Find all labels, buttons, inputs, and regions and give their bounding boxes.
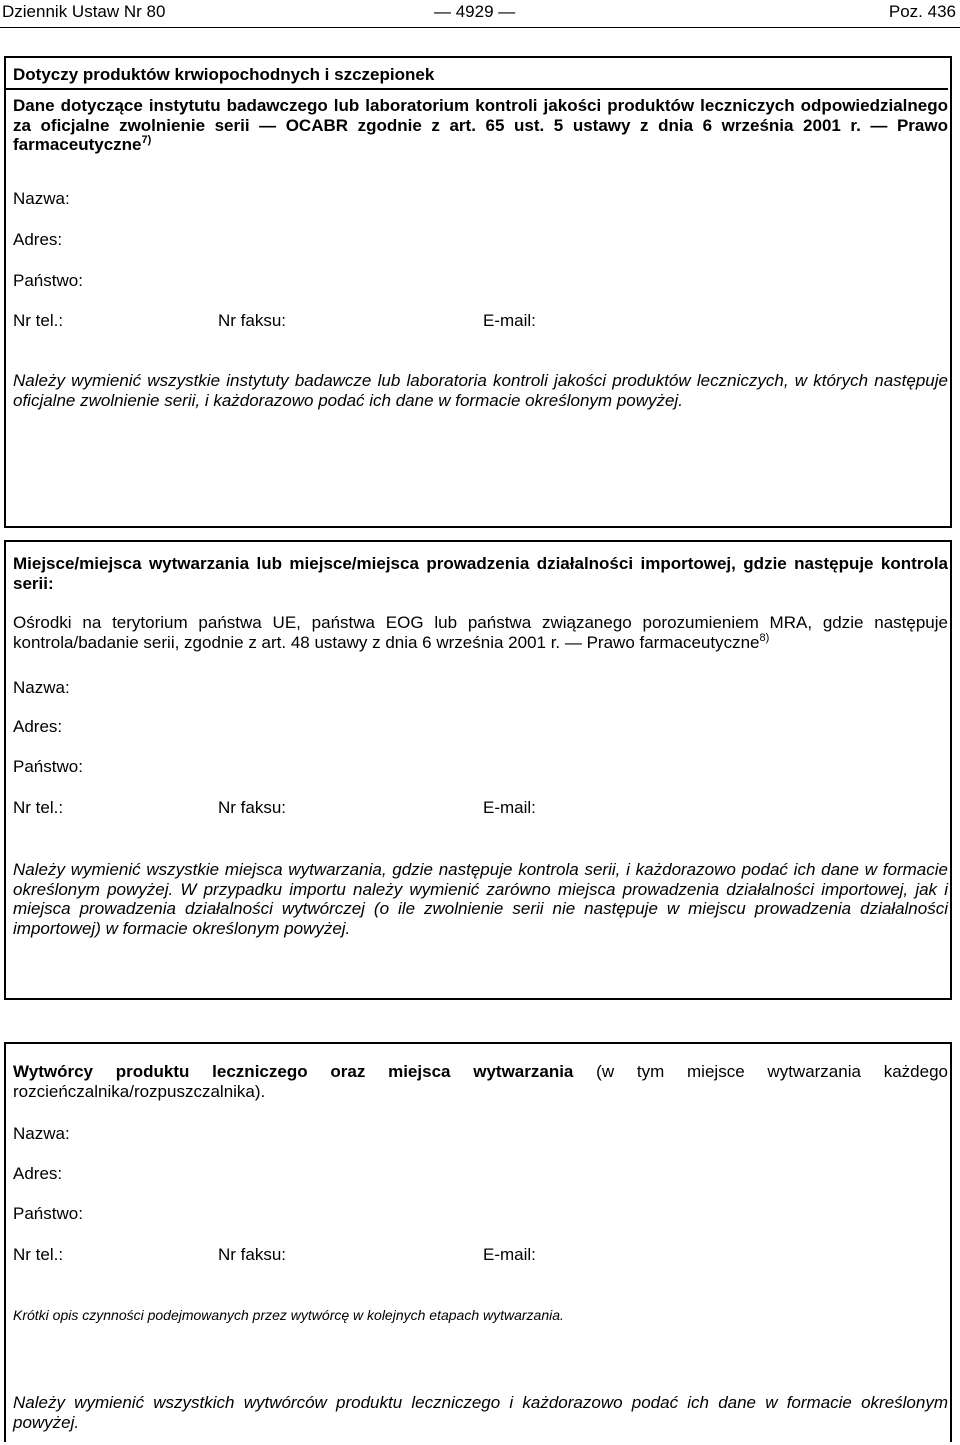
instruction-note: Należy wymienić wszystkie instytuty badawcze lub laboratoria kontroli jakości produktów leczniczych, w których następuje oficjalne zwolnienie serii, i każdorazowo podać ich dane w formacie określonym powyżej. xyxy=(13,371,948,410)
footnote-ref: 8) xyxy=(759,631,770,644)
section-heading: Dane dotyczące instytutu badawczego lub laboratorium kontroli jakości produktów leczniczych odpowiedzialnego za oficjalne zwolnienie serii — OCABR zgodnie z art. 65 ust. 5 ustawy z dnia 6 września 2001 r. — Prawo farmaceutyczne$^{7)}$ xyxy=(13,96,948,154)
instruction-note: Należy wymienić wszystkich wytwórców produktu leczniczego i każdorazowo podać ich dane w formacie określonym powyżej. xyxy=(13,1393,948,1432)
email-label: E-mail: xyxy=(483,798,536,817)
footnote-ref: 7) xyxy=(141,134,152,146)
section-title: Dotyczy produktów krwiopochodnych i szczepionek xyxy=(13,65,435,84)
section-heading: Wytwórcy produktu leczniczego oraz miejsca wytwarzania (w tym miejsce wytwarzania każdego rozcieńczalnika/rozpuszczalnika). xyxy=(13,1062,948,1101)
country-label: Państwo: xyxy=(13,757,83,776)
email-label: E-mail: xyxy=(483,311,536,330)
section-heading: Miejsce/miejsca wytwarzania lub miejsce/miejsca prowadzenia działalności importowej, gdzie następuje kontrola serii: xyxy=(13,554,948,593)
short-description-prompt: Krótki opis czynności podejmowanych przez wytwórcę w kolejnych etapach wytwarzania. xyxy=(13,1307,564,1323)
address-label: Adres: xyxy=(13,1164,63,1183)
phone-label: Nr tel.: xyxy=(13,311,64,330)
address-label: Adres: xyxy=(13,717,63,736)
instruction-note: Należy wymienić wszystkie miejsca wytwarzania, gdzie następuje kontrola serii, i każdorazowo podać ich dane w formacie określonym powyżej. W przypadku importu należy wymienić zarówno miejsca prowadzenia działalności importowej, jak i miejsca prowadzenia działalności wytwórczej (o ile zwolnienie serii nie następuje w miejscu prowadzenia działalności importowej) w formacie określonym powyżej. xyxy=(13,860,948,938)
fax-label: Nr faksu: xyxy=(218,1245,287,1264)
section-subheading: Ośrodki na terytorium państwa UE, państwa EOG lub państwa związanego porozumieniem MRA, gdzie następuje kontrola/badanie serii, zgodnie z art. 48 ustawy z dnia 6 września 2001 r. — Prawo farmaceutyczne$^{8)}$ xyxy=(13,613,948,652)
fax-label: Nr faksu: xyxy=(218,798,287,817)
section-manufacturers xyxy=(4,1042,952,1442)
name-label: Nazwa: xyxy=(13,189,70,208)
title-divider xyxy=(4,88,948,90)
address-label: Adres: xyxy=(13,230,63,249)
page-number: — 4929 — xyxy=(434,2,516,21)
country-label: Państwo: xyxy=(13,1204,83,1223)
name-label: Nazwa: xyxy=(13,1124,70,1143)
email-label: E-mail: xyxy=(483,1245,536,1264)
phone-label: Nr tel.: xyxy=(13,1245,64,1264)
fax-label: Nr faksu: xyxy=(218,311,287,330)
country-label: Państwo: xyxy=(13,271,83,290)
position-number: Poz. 436 xyxy=(888,2,956,21)
phone-label: Nr tel.: xyxy=(13,798,64,817)
page-header xyxy=(0,0,960,28)
name-label: Nazwa: xyxy=(13,678,70,697)
journal-title: Dziennik Ustaw Nr 80 xyxy=(2,2,166,21)
header-divider xyxy=(0,27,960,28)
section-batch-control-sites xyxy=(4,540,952,1000)
section-ocabr-lab xyxy=(4,56,952,528)
